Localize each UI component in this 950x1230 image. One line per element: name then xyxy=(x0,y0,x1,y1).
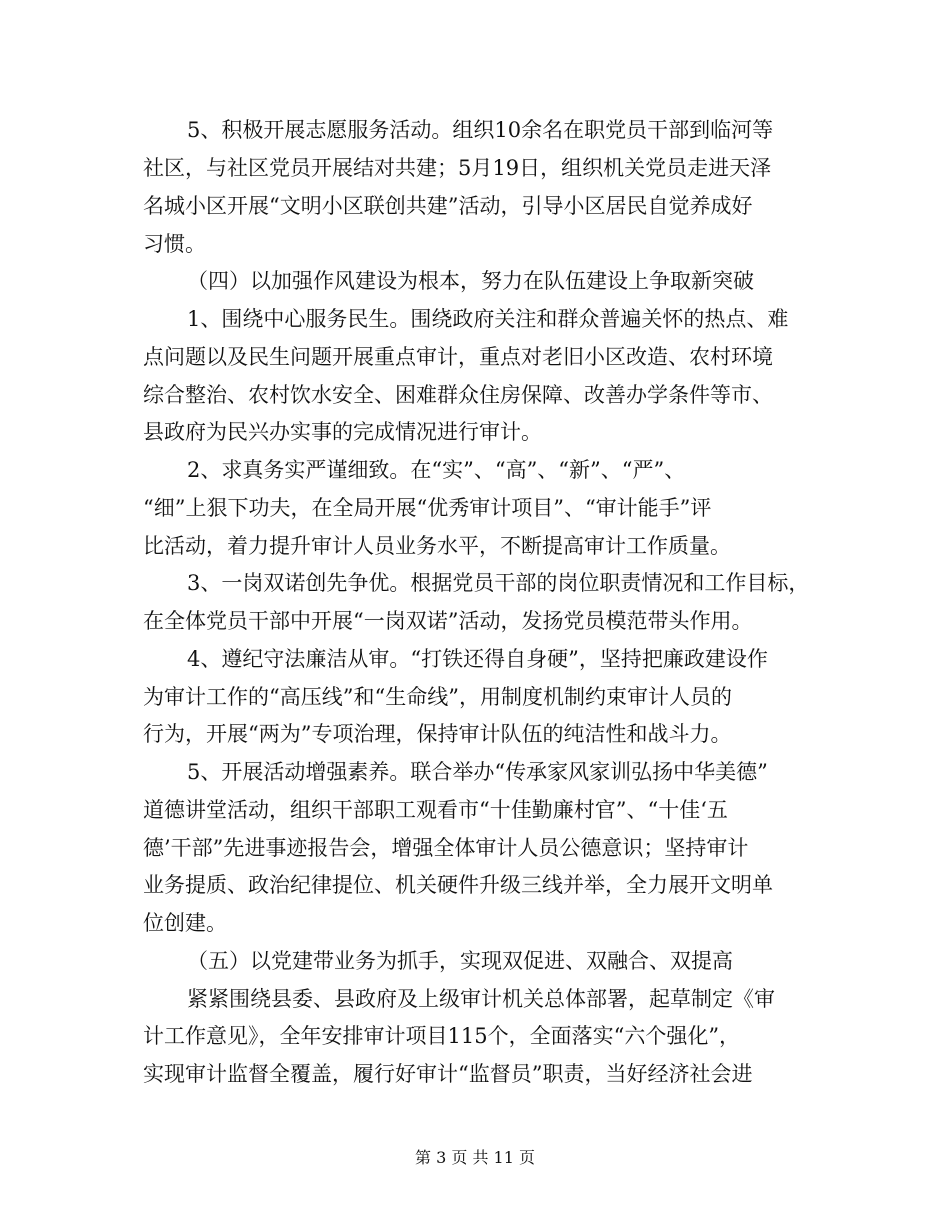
text-line: 点问题以及民生问题开展重点审计，重点对老旧小区改造、农村环境 xyxy=(143,345,773,369)
text-line: 名城小区开展“文明小区联创共建”活动，引导小区居民自觉养成好 xyxy=(143,194,753,218)
text-line: 比活动，着力提升审计人员业务水平，不断提高审计工作质量。 xyxy=(143,534,731,558)
text-line: 2、求真务实严谨细致。在“实”、“高”、“新”、“严”、 xyxy=(187,458,686,482)
text-line: 为审计工作的“高压线”和“生命线”，用制度机制约束审计人员的 xyxy=(143,685,732,709)
text-line: 行为，开展“两为”专项治理，保持审计队伍的纯洁性和战斗力。 xyxy=(143,722,732,746)
text-line: 习惯。 xyxy=(143,232,206,256)
text-line: 道德讲堂活动，组织干部职工观看市“十佳勤廉村官”、“十佳‘五 xyxy=(143,798,728,822)
page-number-footer: 第 3 页 共 11 页 xyxy=(415,1148,535,1167)
text-line: 5、积极开展志愿服务活动。组织10余名在职党员干部到临河等 xyxy=(187,118,774,142)
section-heading: （五）以党建带业务为抓手，实现双促进、双融合、双提高 xyxy=(187,949,733,973)
text-line: 位创建。 xyxy=(143,911,227,935)
text-line: 业务提质、政治纪律提位、机关硬件升级三线并举，全力展开文明单 xyxy=(143,873,773,897)
text-line: 5、开展活动增强素养。联合举办“传承家风家训弘扬中华美德” xyxy=(187,760,768,784)
text-line: 县政府为民兴办实事的完成情况进行审计。 xyxy=(143,420,542,444)
text-line: 社区，与社区党员开展结对共建；5月19日，组织机关党员走进天泽 xyxy=(143,156,772,180)
text-line: 实现审计监督全覆盖，履行好审计“监督员”职责，当好经济社会进 xyxy=(143,1062,753,1086)
text-line: 紧紧围绕县委、县政府及上级审计机关总体部署，起草制定《审 xyxy=(187,987,775,1011)
text-line: 1、围绕中心服务民生。围绕政府关注和群众普遍关怀的热点、难 xyxy=(187,307,789,331)
text-line: 综合整治、农村饮水安全、困难群众住房保障、改善办学条件等市、 xyxy=(143,383,773,407)
text-line: 4、遵纪守法廉洁从审。“打铁还得自身硬”，坚持把廉政建设作 xyxy=(187,647,768,671)
text-line: 计工作意见》，全年安排审计项目115个，全面落实“六个强化”， xyxy=(143,1024,741,1048)
text-line: 德’干部”先进事迹报告会，增强全体审计人员公德意识；坚持审计 xyxy=(143,836,749,860)
text-line: “细”上狠下功夫，在全局开展“优秀审计项目”、“审计能手”评 xyxy=(143,496,712,520)
section-heading: （四）以加强作风建设为根本，努力在队伍建设上争取新突破 xyxy=(187,269,754,293)
text-line: 3、一岗双诺创先争优。根据党员干部的岗位职责情况和工作目标， xyxy=(187,571,810,595)
text-line: 在全体党员干部中开展“一岗双诺”活动，发扬党员模范带头作用。 xyxy=(143,609,753,633)
